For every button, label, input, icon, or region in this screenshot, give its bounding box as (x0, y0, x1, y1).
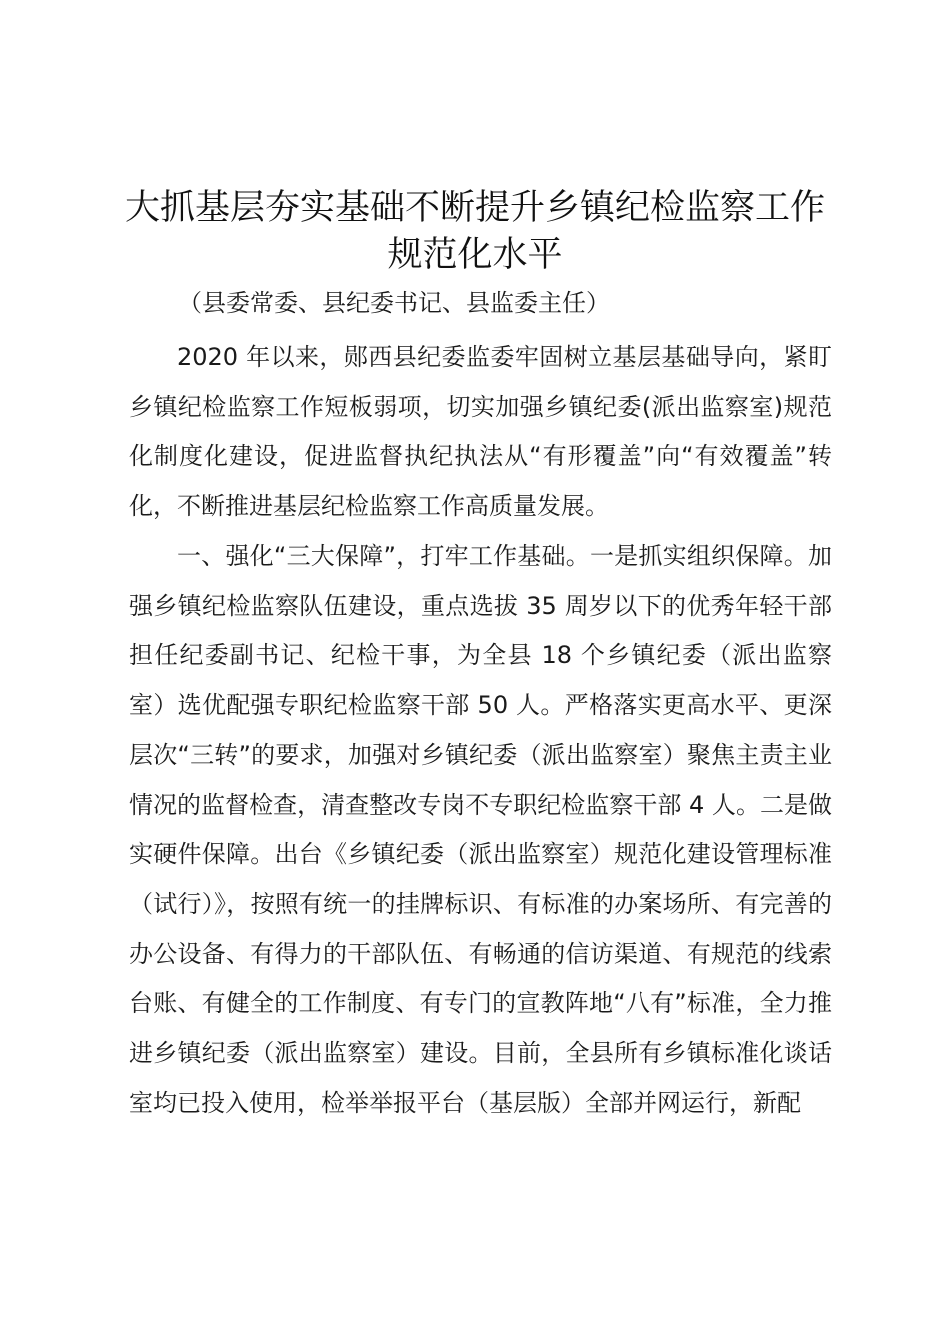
document-title-line-1: 大抓基层夯实基础不断提升乡镇纪检监察工作 (124, 188, 825, 228)
author-byline: （县委常委、县纪委书记、县监委主任） (178, 289, 610, 317)
document-title-line-2: 规范化水平 (387, 235, 563, 275)
body-paragraph-1: 2020 年以来，郧西县纪委监委牢固树立基层基础导向，紧盯乡镇纪检监察工作短板弱项，切实加强乡镇纪委(派出监察室)规范化制度化建设，促进监督执纪执法从“有形覆盖”向“有效覆盖”转化，不断推进基层纪检监察工作高质量发展。 (129, 343, 832, 521)
body-paragraph-2: 一、强化“三大保障”，打牢工作基础。一是抓实组织保障。加强乡镇纪检监察队伍建设，重点选拔 35 周岁以下的优秀年轻干部担任纪委副书记、纪检干事，为全县 18 个乡镇纪委（派出监察室）选优配强专职纪检监察干部 50 人。严格落实更高水平、更深层次“三转”的要求，加强对乡镇纪委（派出监察室）聚焦主责主业情况的监督检查，清查整改专岗不专职纪检监察干部 4 人。二是做实硬件保障。出台《乡镇纪委（派出监察室）规范化建设管理标准（试行）》，按照有统一的挂牌标识、有标准的办案场所、有完善的办公设备、有得力的干部队伍、有畅通的信访渠道、有规范的线索台账、有健全的工作制度、有专门的宣教阵地“八有”标准，全力推进乡镇纪委（派出监察室）建设。目前，全县所有乡镇标准化谈话室均已投入使用，检举举报平台（基层版）全部并网运行，新配 (129, 542, 832, 1117)
